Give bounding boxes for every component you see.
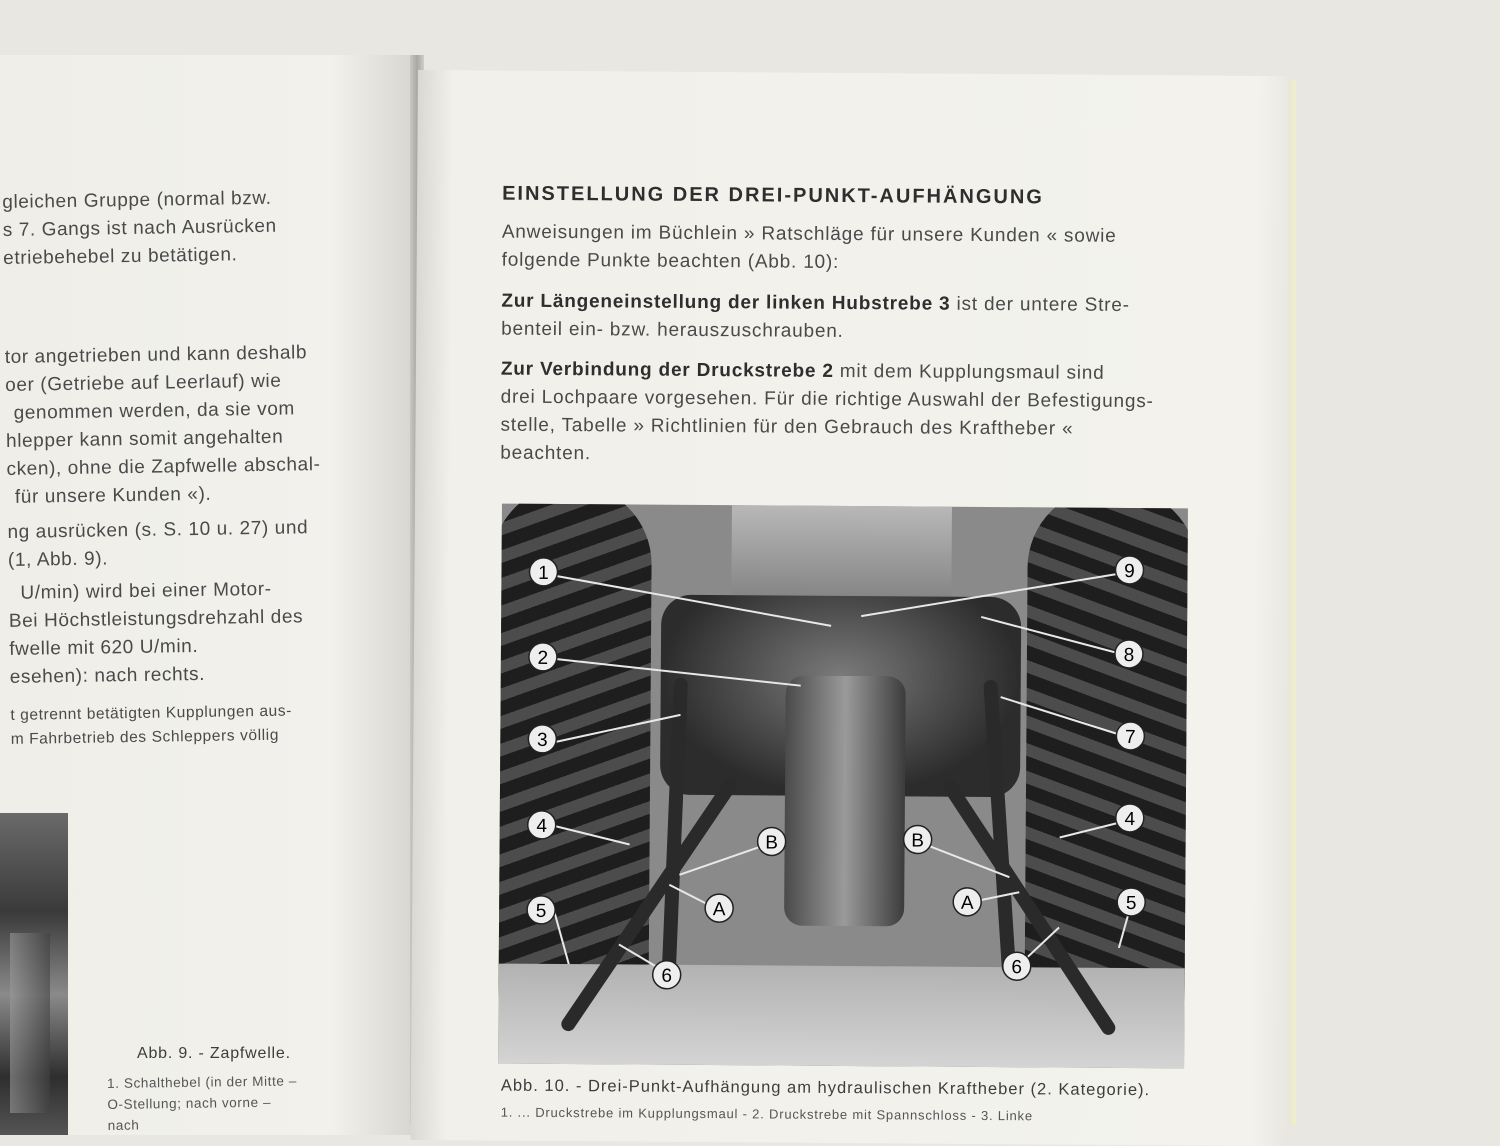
callout-B [904, 825, 932, 853]
svg-text:B: B [765, 832, 779, 854]
left-line: etriebehebel zu betätigen. [3, 244, 238, 269]
callout-2 [529, 643, 557, 671]
svg-text:A: A [712, 899, 726, 921]
figure-9-caption: Abb. 9. - Zapfwelle. [137, 1045, 291, 1062]
left-line: gleichen Gruppe (normal bzw. [2, 187, 272, 213]
left-line: oer (Getriebe auf Leerlauf) wie [5, 370, 282, 396]
callout-A [953, 888, 981, 916]
left-line: s 7. Gangs ist nach Ausrücken [2, 215, 277, 241]
left-lift-rod [669, 685, 681, 975]
callout-5 [1117, 888, 1145, 916]
paragraph-line: beachten. [500, 442, 592, 465]
left-line: (1, Abb. 9). [7, 548, 109, 571]
paragraph-text: ist der untere Stre- [950, 293, 1130, 316]
callout-3 [528, 725, 556, 753]
callout-7 [1116, 722, 1144, 750]
svg-text:4: 4 [1124, 808, 1136, 831]
legend-line: O-Stellung; nach vorne – [107, 1094, 272, 1112]
paragraph-line: stelle, Tabelle » Richtlinien für den Gebrauch des Kraftheber « [500, 414, 1074, 440]
left-small-line: t getrennt betätigten Kupplungen aus- [10, 702, 293, 724]
left-line: fwelle mit 620 U/min. [9, 635, 199, 660]
svg-text:A: A [960, 892, 974, 914]
bold-phrase: Zur Längeneinstellung der linken Hubstrebe 3 [501, 290, 951, 315]
left-line: esehen): nach rechts. [9, 663, 206, 688]
callout-4 [1116, 804, 1144, 832]
svg-text:6: 6 [1011, 957, 1023, 979]
callout-6 [1003, 952, 1031, 980]
svg-text:3: 3 [536, 729, 548, 751]
hitch-diagram-overlay [498, 504, 1188, 1069]
figure-callouts [527, 552, 1148, 992]
figure-10-caption: Abb. 10. - Drei-Punkt-Aufhängung am hydraulischen Kraftheber (2. Kategorie). [500, 1076, 1151, 1100]
paragraph-line [501, 291, 1130, 317]
paragraph-line [501, 359, 1105, 385]
left-line: ng ausrücken (s. S. 10 u. 27) und [7, 517, 309, 543]
paragraph-line: drei Lochpaare vorgesehen. Für die richtige Auswahl der Befestigungs- [500, 386, 1154, 413]
svg-text:9: 9 [1124, 560, 1135, 583]
legend-line: nach [107, 1117, 140, 1133]
right-lift-rod [989, 687, 1011, 967]
svg-text:5: 5 [1125, 892, 1137, 915]
paragraph-line: folgende Punkte beachten (Abb. 10): [501, 249, 840, 273]
paragraph-line: benteil ein- bzw. herauszuschrauben. [501, 318, 844, 342]
callout-A [705, 894, 733, 922]
callout-6 [653, 961, 681, 989]
left-page [0, 55, 416, 1135]
left-line: hlepper kann somit angehalten [5, 426, 284, 452]
svg-text:1: 1 [538, 562, 549, 584]
svg-text:8: 8 [1123, 644, 1135, 667]
three-point-hitch-photo [498, 504, 1188, 1069]
paragraph-text: mit dem Kupplungsmaul sind [833, 360, 1105, 384]
left-line: U/min) wird bei einer Motor- [20, 578, 272, 604]
callout-8 [1115, 640, 1143, 668]
left-line: tor angetrieben und kann deshalb [4, 342, 308, 368]
left-line: für unsere Kunden «). [14, 483, 212, 508]
left-line: genommen werden, da sie vom [13, 398, 296, 424]
callout-9 [1115, 556, 1143, 584]
page-edge [1288, 80, 1296, 1125]
paragraph-line: Anweisungen im Büchlein » Ratschläge für unsere Kunden « sowie [501, 221, 1117, 247]
callout-5 [527, 896, 555, 924]
section-heading: EINSTELLUNG DER DREI-PUNKT-AUFHÄNGUNG [502, 182, 1044, 209]
callout-B [758, 827, 786, 855]
svg-text:5: 5 [535, 900, 547, 922]
left-small-line: m Fahrbetrieb des Schleppers völlig [10, 726, 280, 748]
figure-10-legend: 1. ... Druckstrebe im Kupplungsmaul - 2. Druckstrebe mit Spannschloss - 3. Linke [500, 1104, 1033, 1124]
zapfwelle-photo [0, 813, 68, 1135]
figure-9-legend [107, 1073, 298, 1139]
svg-text:2: 2 [537, 647, 549, 669]
bold-phrase: Zur Verbindung der Druckstrebe 2 [500, 358, 834, 382]
left-line: Bei Höchstleistungsdrehzahl des [8, 606, 304, 632]
svg-text:6: 6 [661, 965, 673, 987]
svg-text:4: 4 [536, 815, 548, 837]
callout-1 [529, 558, 557, 586]
callout-4 [528, 811, 556, 839]
svg-text:B: B [911, 830, 925, 852]
svg-text:7: 7 [1124, 726, 1136, 749]
right-page [411, 70, 1294, 1146]
left-line: cken), ohne die Zapfwelle abschal- [6, 454, 321, 480]
legend-line: 1. Schalthebel (in der Mitte – [107, 1073, 298, 1091]
